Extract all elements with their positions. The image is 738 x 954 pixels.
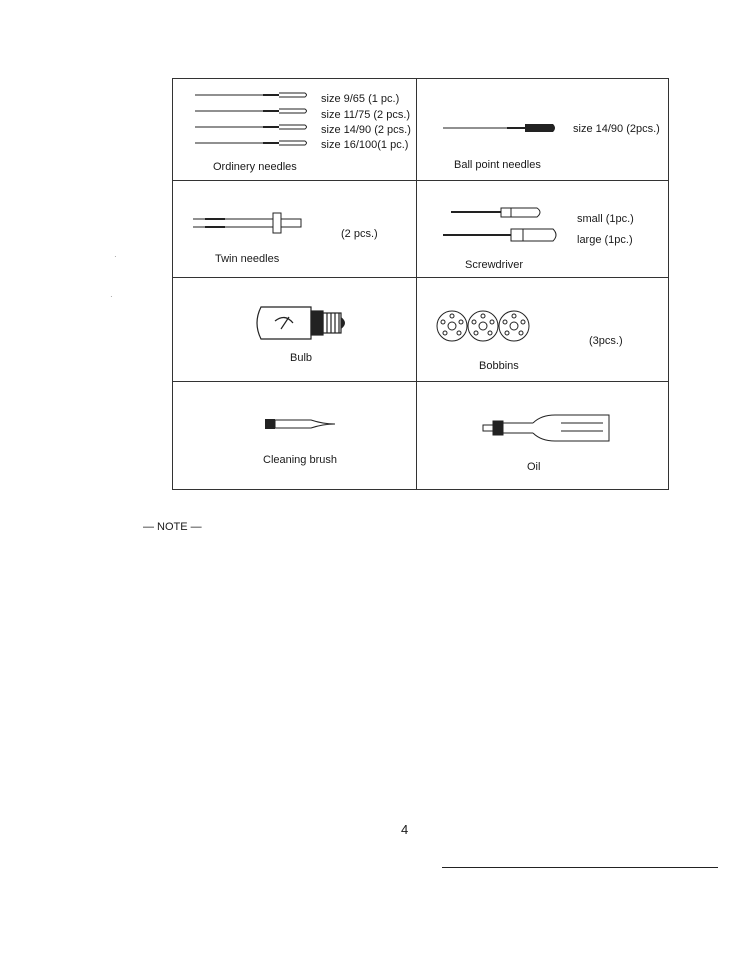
cleaning-brush-icon: [263, 417, 343, 431]
ordinary-needle-size-3: size 14/90 (2 pcs.): [321, 124, 411, 136]
bobbins-qty: (3pcs.): [589, 335, 623, 347]
ball-point-needle-icon: [441, 121, 559, 135]
oil-label: Oil: [527, 461, 541, 473]
ordinary-needles-label: Ordinery needles: [213, 161, 297, 173]
bobbins-label: Bobbins: [479, 360, 519, 372]
ball-point-needles-label: Ball point needles: [454, 159, 541, 171]
ordinary-needle-size-4: size 16/100(1 pc.): [321, 139, 409, 151]
table-divider-row-1: [173, 180, 668, 181]
twin-needles-label: Twin needles: [215, 253, 280, 265]
bobbins-icon: [435, 309, 540, 343]
bulb-icon: [253, 301, 357, 345]
cleaning-brush-label: Cleaning brush: [263, 454, 337, 466]
screwdriver-small-label: small (1pc.): [577, 213, 634, 225]
footer-rule: [442, 867, 718, 868]
oil-bottle-icon: [481, 411, 613, 445]
accessories-table: [172, 78, 669, 490]
margin-mark: ·: [110, 292, 113, 301]
ordinary-needle-size-2: size 11/75 (2 pcs.): [321, 109, 411, 121]
twin-needles-icon: [191, 209, 306, 239]
screwdriver-large-label: large (1pc.): [577, 234, 633, 246]
twin-needles-qty: (2 pcs.): [341, 228, 378, 240]
table-divider-vertical: [416, 79, 417, 489]
table-divider-row-3: [173, 381, 668, 382]
screwdriver-icon: [441, 207, 561, 247]
table-divider-row-2: [173, 277, 668, 278]
bulb-label: Bulb: [290, 352, 313, 364]
ordinary-needles-icon: [193, 89, 313, 151]
margin-mark: ·: [114, 252, 117, 261]
ordinary-needle-size-1: size 9/65 (1 pc.): [321, 93, 400, 105]
page-number: 4: [401, 822, 409, 837]
note-heading: — NOTE —: [143, 521, 202, 533]
ball-point-needle-size: size 14/90 (2pcs.): [573, 123, 660, 135]
screwdriver-label: Screwdriver: [465, 259, 524, 271]
